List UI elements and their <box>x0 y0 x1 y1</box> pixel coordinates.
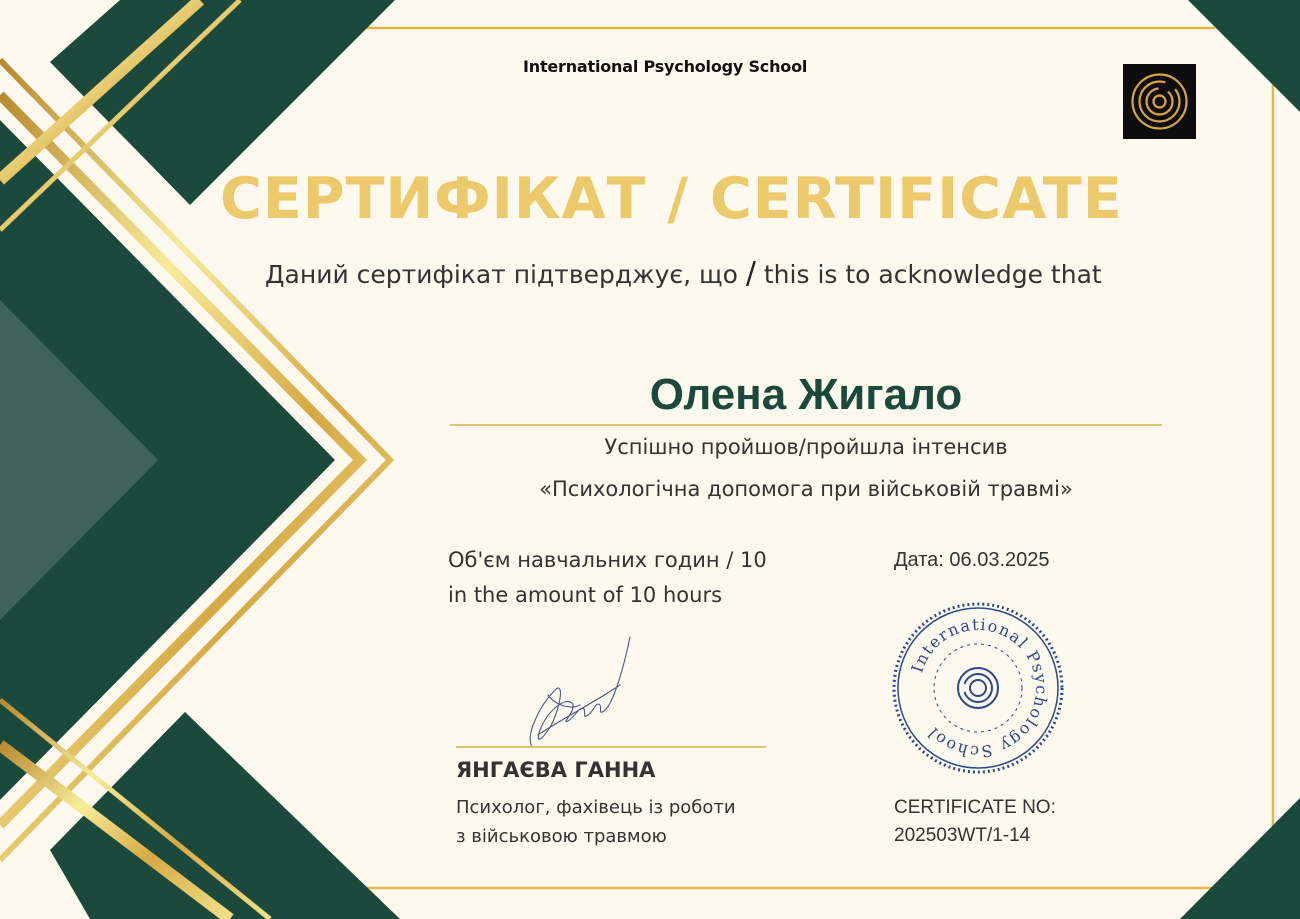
corner-top-right <box>1188 0 1300 112</box>
school-name: International Psychology School <box>523 57 808 76</box>
certificate-title: СЕРТИФІКАТ / CERTIFICATE <box>220 166 1123 232</box>
course-name: «Психологічна допомога при військовій травмі» <box>539 477 1073 501</box>
stamp-text: International Psychology School <box>907 614 1052 762</box>
signature-line <box>456 746 766 748</box>
completed-line: Успішно пройшов/пройшла інтенсив <box>604 435 1008 459</box>
signatory-name: ЯНГАЄВА ГАННА <box>456 758 656 782</box>
signatory-role-line-1: Психолог, фахівець із роботи <box>456 797 736 818</box>
acknowledge-en: this is to acknowledge that <box>755 260 1102 289</box>
certificate-number-value: 202503WT/1-14 <box>894 825 1031 846</box>
signatory-role-line-2: з військовою травмою <box>456 826 667 847</box>
acknowledge-line <box>265 256 1102 291</box>
corner-bottom-right <box>1180 798 1300 919</box>
school-stamp <box>890 600 1066 776</box>
handwritten-signature <box>520 635 640 755</box>
recipient-name: Олена Жигало <box>649 370 963 419</box>
name-underline <box>450 424 1162 426</box>
hours-uk: Об'єм навчальних годин / 10 <box>448 548 767 572</box>
acknowledge-slash: / <box>745 256 756 291</box>
acknowledge-uk: Даний сертифікат підтверджує, що <box>265 260 746 289</box>
hours-en: in the amount of 10 hours <box>448 583 723 607</box>
date-line: Дата: 06.03.2025 <box>894 549 1050 571</box>
certificate-number-label: CERTIFICATE NO: <box>894 797 1056 818</box>
maze-logo-icon <box>1123 64 1196 139</box>
